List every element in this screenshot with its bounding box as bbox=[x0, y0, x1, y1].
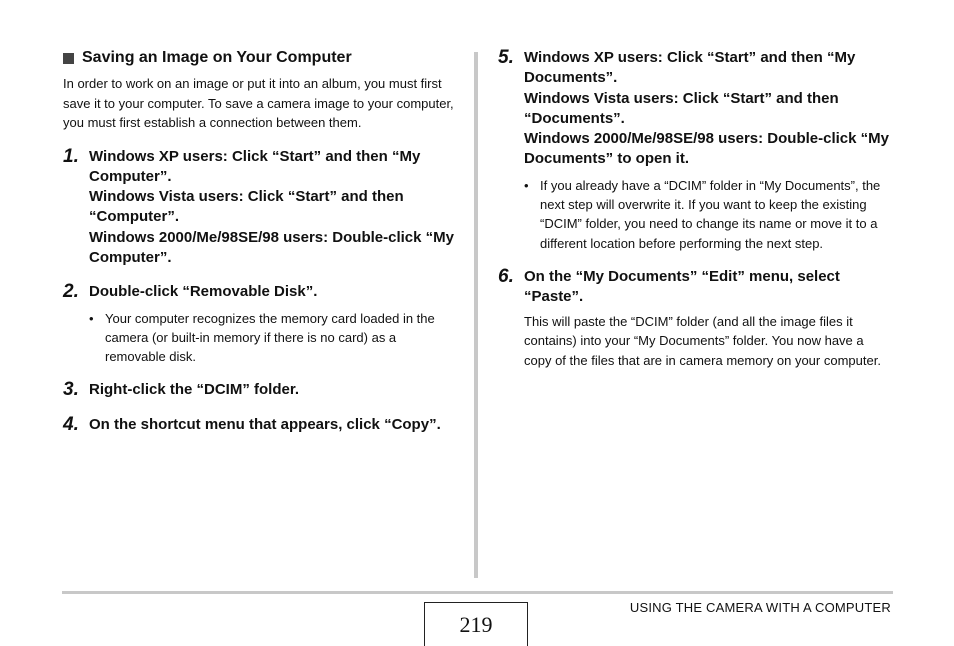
footer-rule bbox=[62, 591, 893, 594]
step-4 bbox=[63, 415, 458, 435]
right-column bbox=[498, 48, 890, 370]
step-note bbox=[524, 176, 890, 253]
intro-paragraph: In order to work on an image or put it into an album, you must first save it to your computer. To save a camera image to your computer, you must first establish a connection between them. bbox=[63, 76, 454, 130]
step-instruction: Windows Vista users: Click “Start” and then “Computer”. bbox=[89, 188, 404, 226]
step-1 bbox=[63, 147, 458, 269]
step-instruction: On the shortcut menu that appears, click “Copy”. bbox=[89, 415, 441, 433]
step-number: 4. bbox=[63, 413, 79, 435]
step-instruction: Windows XP users: Click “Start” and then “My Documents”. bbox=[524, 49, 856, 87]
step-number: 3. bbox=[63, 379, 79, 401]
step-2 bbox=[63, 282, 458, 366]
step-instruction: Double-click “Removable Disk”. bbox=[89, 283, 318, 301]
step-number: 2. bbox=[63, 281, 79, 303]
step-instruction: Right-click the “DCIM” folder. bbox=[89, 381, 300, 399]
chapter-title: USING THE CAMERA WITH A COMPUTER bbox=[629, 600, 891, 615]
page-number-box bbox=[424, 602, 528, 646]
section-title: Saving an Image on Your Computer bbox=[82, 49, 352, 66]
step-5 bbox=[498, 48, 890, 253]
step-instruction: On the “My Documents” “Edit” menu, select “Paste”. bbox=[524, 267, 840, 306]
step-instruction: Windows Vista users: Click “Start” and then “Documents”. bbox=[524, 89, 839, 127]
step-instruction: Windows XP users: Click “Start” and then “My Computer”. bbox=[89, 147, 421, 185]
section-heading bbox=[63, 48, 458, 68]
step-note-text: If you already have a “DCIM” folder in “My Documents”, the next step will overwrite it. If you want to keep the existing “DCIM” folder, you need to change its name or move it to a different location before performing the next step. bbox=[540, 177, 881, 251]
square-bullet-icon bbox=[63, 53, 74, 64]
step-note-text: Your computer recognizes the memory card loaded in the camera (or built-in memory if there is no card) as a removable disk. bbox=[105, 310, 435, 365]
step-instruction: Windows 2000/Me/98SE/98 users: Double-click “My Documents” to open it. bbox=[524, 130, 889, 168]
step-instruction: Windows 2000/Me/98SE/98 users: Double-click “My Computer”. bbox=[89, 228, 454, 266]
step-6 bbox=[498, 267, 890, 370]
step-3 bbox=[63, 380, 458, 400]
left-column bbox=[63, 48, 458, 435]
step-note bbox=[89, 309, 458, 367]
page-number: 219 bbox=[459, 611, 493, 637]
step-description: This will paste the “DCIM” folder (and all the image files it contains) into your “My Documents” folder. You now have a copy of the files that are in camera memory on your computer. bbox=[524, 313, 881, 368]
bullet-dot-icon: • bbox=[524, 177, 529, 193]
step-number: 1. bbox=[63, 145, 79, 167]
step-number: 6. bbox=[498, 265, 514, 287]
step-number: 5. bbox=[498, 47, 514, 68]
column-divider bbox=[474, 52, 478, 578]
bullet-dot-icon: • bbox=[89, 310, 94, 326]
